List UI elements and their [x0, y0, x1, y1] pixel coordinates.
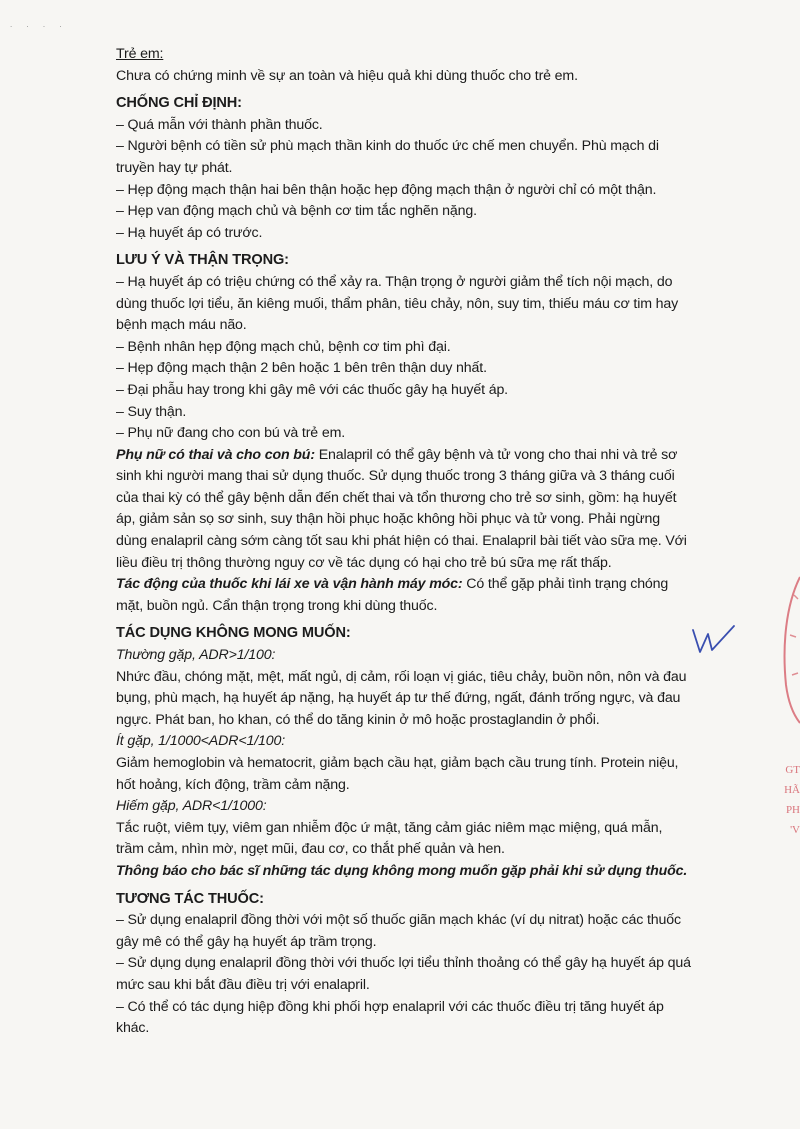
contraindication-line: – Quá mẫn với thành phần thuốc.	[116, 116, 323, 133]
precaution-line: bệnh mạch máu não.	[116, 317, 247, 334]
precaution-line: – Bệnh nhân hẹp động mạch chủ, bệnh cơ tim phì đại.	[116, 338, 451, 355]
interaction-line: – Có thể có tác dụng hiệp đồng khi phối hợp enalapril với các thuốc điều trị tăng huyết áp	[116, 998, 664, 1015]
interaction-line: khác.	[116, 1020, 150, 1037]
uncommon-line: Giảm hemoglobin và hematocrit, giảm bạch cầu hạt, giảm bạch cầu trung tính. Protein niệu,	[116, 755, 679, 771]
contraindication-line: – Hẹp động mạch thận hai bên thận hoặc hẹp động mạch thận ở người chỉ có một thận.	[116, 181, 657, 198]
interaction-line: – Sử dụng enalapril đồng thời với một số thuốc giãn mạch khác (ví dụ nitrat) hoặc các thuốc	[116, 912, 681, 929]
rare-line: Tắc ruột, viêm tụy, viêm gan nhiễm độc ứ mật, tăng cảm giác niêm mạc miệng, quá mẫn,	[116, 819, 663, 836]
contraindication-line: – Hạ huyết áp có trước.	[116, 224, 263, 241]
contraindications-title: CHỐNG CHỈ ĐỊNH:	[116, 95, 242, 112]
leaflet-body	[116, 44, 746, 1040]
scan-specks: . . . .	[10, 20, 68, 29]
pregnancy-paragraph-first	[116, 445, 746, 467]
rare-label: Hiếm gặp, ADR<1/1000:	[116, 798, 267, 815]
uncommon-line: hốt hoảng, kích động, trầm cảm nặng.	[116, 776, 350, 793]
common-label: Thường gặp, ADR>1/100:	[116, 647, 276, 664]
stamp-line: PH	[785, 804, 800, 816]
driving-label: Tác động của thuốc khi lái xe và vận hành máy móc:	[116, 576, 463, 593]
red-stamp	[766, 760, 800, 840]
stamp-line: HÃ	[784, 784, 800, 796]
interactions-title: TƯƠNG TÁC THUỐC:	[116, 890, 264, 907]
driving-text: Có thể gặp phải tình trạng chóng	[462, 576, 669, 593]
precaution-line: – Hạ huyết áp có triệu chứng có thể xảy ra. Thận trọng ở người giảm thể tích nội mạch, do	[116, 273, 673, 290]
common-line: Nhức đầu, chóng mặt, mệt, mất ngủ, dị cảm, rối loạn vị giác, tiêu chảy, buồn nôn, nôn và đau	[116, 668, 687, 685]
contraindication-line: – Hẹp van động mạch chủ và bệnh cơ tim tắc nghẽn nặng.	[116, 203, 477, 220]
common-line: ngực. Phát ban, ho khan, có thể do tăng kinin ở mô hoặc prostaglandin ở phổi.	[116, 711, 600, 728]
precaution-line: – Phụ nữ đang cho con bú và trẻ em.	[116, 425, 346, 442]
pregnancy-label: Phụ nữ có thai và cho con bú:	[116, 446, 315, 463]
precautions-title: LƯU Ý VÀ THẬN TRỌNG:	[116, 252, 289, 269]
pregnancy-line: liều điều trị thông thường nguy cơ về tác dụng có hại cho trẻ bú sữa mẹ rất thấp.	[116, 554, 612, 571]
driving-paragraph-first	[116, 574, 746, 596]
pregnancy-text: Enalapril có thể gây bệnh và tử vong cho thai nhi và trẻ sơ	[314, 446, 678, 463]
precaution-line: – Đại phẫu hay trong khi gây mê với các thuốc gây hạ huyết áp.	[116, 381, 508, 398]
side-effects-notice: Thông báo cho bác sĩ những tác dụng không mong muốn gặp phải khi sử dụng thuốc.	[116, 862, 688, 879]
precaution-line: – Suy thận.	[116, 403, 187, 420]
children-text: Chưa có chứng minh về sự an toàn và hiệu quả khi dùng thuốc cho trẻ em.	[116, 67, 578, 84]
contraindication-line: – Người bệnh có tiền sử phù mạch thần kinh do thuốc ức chế men chuyển. Phù mạch di	[116, 138, 659, 155]
side-effects-title: TÁC DỤNG KHÔNG MONG MUỐN:	[116, 625, 351, 642]
contraindication-line: truyền hay tự phát.	[116, 159, 233, 176]
rare-line: trầm cảm, nhìn mờ, ngẹt mũi, đau cơ, co thắt phế quản và hen.	[116, 841, 505, 858]
stamp-line: GT	[785, 764, 800, 776]
stamp-line: 'V	[790, 824, 800, 836]
children-heading: Trẻ em:	[116, 46, 164, 62]
handwritten-initial	[690, 622, 736, 658]
stamp-edge	[778, 575, 800, 725]
interaction-line: mức sau khi bắt đầu điều trị với enalapril.	[116, 976, 370, 993]
uncommon-label: Ít gặp, 1/1000<ADR<1/100:	[116, 733, 285, 750]
interaction-line: – Sử dụng dụng enalapril đồng thời với thuốc lợi tiểu thỉnh thoảng có thể gây hạ huyết áp quá	[116, 955, 691, 972]
precaution-line: dùng thuốc lợi tiểu, ăn kiêng muối, thẩm phân, tiêu chảy, nôn, suy tim, thiếu máu cơ tim hay	[116, 295, 679, 312]
interaction-line: gây mê có thể gây hạ huyết áp trầm trọng.	[116, 933, 377, 950]
pregnancy-line: dùng enalapril càng sớm càng tốt sau khi phát hiện có thai. Enalapril bài tiết vào sữa mẹ. Với	[116, 533, 687, 550]
pregnancy-line: áp, giảm sản sọ sơ sinh, suy thận hồi phục hoặc không hồi phục và tử vong. Phải ngừng	[116, 511, 660, 528]
pregnancy-line: sinh khi người mang thai sử dụng thuốc. Sử dụng thuốc trong 3 tháng giữa và 3 tháng cuối	[116, 468, 675, 485]
precaution-line: – Hẹp động mạch thận 2 bên hoặc 1 bên trên thận duy nhất.	[116, 360, 487, 377]
common-line: bụng, phù mạch, hạ huyết áp nặng, hạ huyết áp tư thế đứng, ngất, đánh trống ngực, và đau	[116, 690, 681, 707]
driving-line: mặt, buồn ngủ. Cẩn thận trọng trong khi dùng thuốc.	[116, 597, 438, 614]
pregnancy-line: của thai kỳ có thể gây bệnh dẫn đến chết thai và tổn thương cho trẻ sơ sinh, gồm: hạ huyết	[116, 489, 677, 506]
